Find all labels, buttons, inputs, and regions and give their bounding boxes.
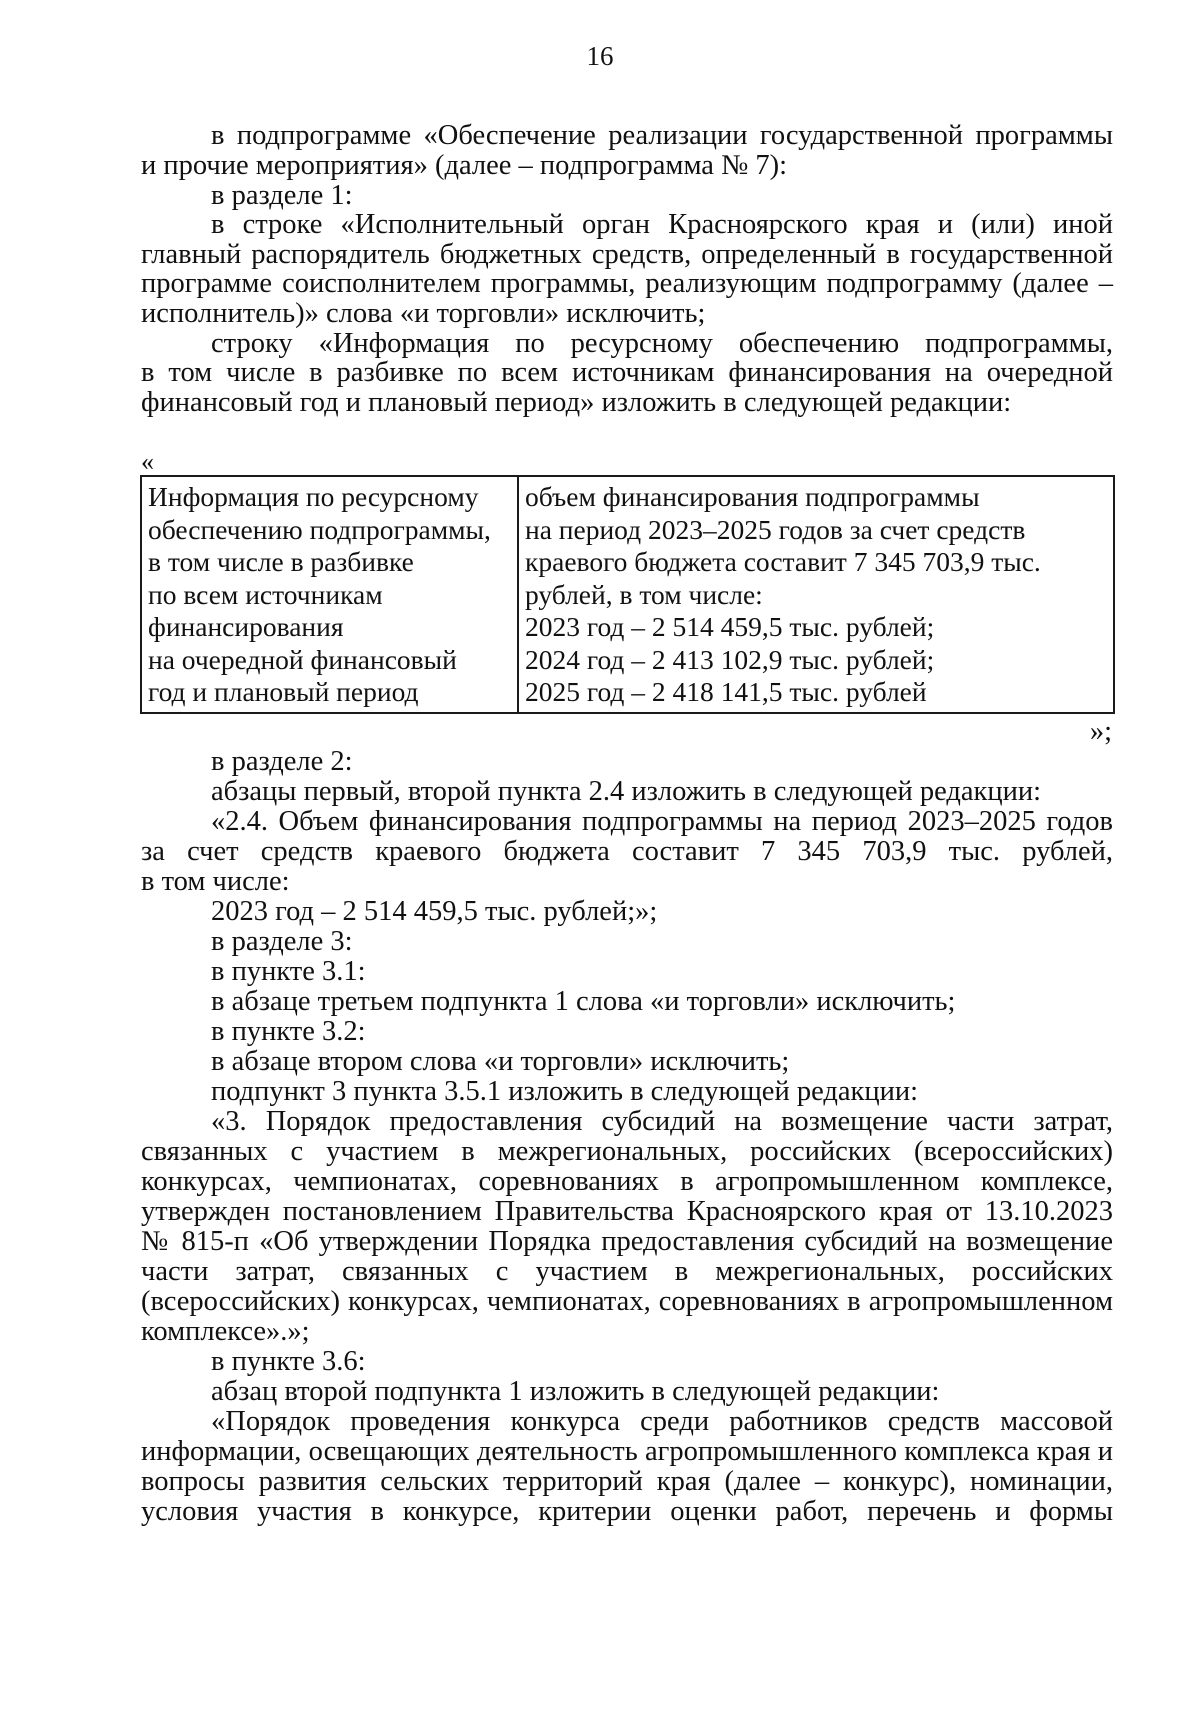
cell-line: обеспечению подпрограммы, xyxy=(148,513,491,545)
cell-line: на период 2023–2025 годов за счет средств xyxy=(525,513,1026,545)
section-heading: в разделе 1: xyxy=(211,180,353,211)
body-line: в строке «Исполнительный орган Красноярского края и (или) иной xyxy=(211,209,1113,240)
body-line: финансовый год и плановый период» изложить в следующей редакции: xyxy=(141,387,1012,418)
body-line: за счет средств краевого бюджета составит 7 345 703,9 тыс. рублей, xyxy=(141,836,1113,867)
body-line: условия участия в конкурсе, критерии оценки работ, перечень и формы xyxy=(141,1496,1113,1527)
body-line: «2.4. Объем финансирования подпрограммы на период 2023–2025 годов xyxy=(211,806,1113,837)
cell-line: рублей, в том числе: xyxy=(525,578,763,610)
cell-line: год и плановый период xyxy=(148,676,419,707)
body-line: в том числе в разбивке по всем источникам финансирования на очередной xyxy=(141,357,1113,388)
body-line: вопросы развития сельских территорий края (далее – конкурс), номинации, xyxy=(141,1466,1113,1497)
body-line: конкурсах, чемпионатах, соревнованиях в агропромышленном комплексе, xyxy=(141,1166,1113,1197)
cell-line: 2024 год – 2 413 102,9 тыс. рублей; xyxy=(525,643,935,675)
body-line: части затрат, связанных с участием в межрегиональных, российских xyxy=(141,1256,1113,1287)
body-line: в абзаце втором слова «и торговли» исключить; xyxy=(211,1046,790,1077)
body-line: главный распорядитель бюджетных средств, определенный в государственной xyxy=(141,239,1113,270)
table-cell-label xyxy=(141,476,518,713)
section-heading: в разделе 3: xyxy=(211,926,353,957)
table-row xyxy=(141,476,1114,713)
close-quote: »; xyxy=(1089,716,1112,747)
body-line: исполнитель)» слова «и торговли» исключить; xyxy=(141,298,706,329)
cell-line: на очередной финансовый xyxy=(148,643,457,675)
body-line: в подпрограмме «Обеспечение реализации государственной программы xyxy=(211,120,1113,151)
body-line: «Порядок проведения конкурса среди работников средств массовой xyxy=(211,1406,1113,1437)
body-line: программе соисполнителем программы, реализующим подпрограмму (далее – xyxy=(141,268,1113,299)
open-quote: « xyxy=(141,447,154,476)
cell-line: в том числе в разбивке xyxy=(148,546,414,577)
body-line: в пункте 3.6: xyxy=(211,1346,366,1377)
body-line: «3. Порядок предоставления субсидий на возмещение части затрат, xyxy=(211,1106,1113,1137)
body-line: абзацы первый, второй пункта 2.4 изложить в следующей редакции: xyxy=(211,776,1042,807)
cell-line: 2025 год – 2 418 141,5 тыс. рублей xyxy=(525,676,927,707)
body-line: в том числе: xyxy=(141,866,290,897)
funding-table xyxy=(140,475,1115,714)
table-cell-value xyxy=(518,476,1114,713)
cell-line: краевого бюджета составит 7 345 703,9 тыс. xyxy=(525,546,1041,577)
page-number: 16 xyxy=(586,41,614,71)
body-line: утвержден постановлением Правительства Красноярского края от 13.10.2023 xyxy=(141,1196,1113,1227)
body-line: комплексе».»; xyxy=(141,1316,310,1347)
cell-line: по всем источникам xyxy=(148,578,383,610)
cell-line: Информация по ресурсному xyxy=(148,481,479,512)
cell-line: 2023 год – 2 514 459,5 тыс. рублей; xyxy=(525,611,935,642)
body-line: строку «Информация по ресурсному обеспечению подпрограммы, xyxy=(211,328,1113,359)
body-line: информации, освещающих деятельность агропромышленного комплекса края и xyxy=(141,1436,1113,1467)
body-line: 2023 год – 2 514 459,5 тыс. рублей;»; xyxy=(211,896,658,927)
body-line: № 815-п «Об утверждении Порядка предоставления субсидий на возмещение xyxy=(141,1226,1113,1257)
body-line: абзац второй подпункта 1 изложить в следующей редакции: xyxy=(211,1376,940,1407)
body-line: подпункт 3 пункта 3.5.1 изложить в следующей редакции: xyxy=(211,1076,919,1107)
body-line: (всероссийских) конкурсах, чемпионатах, соревнованиях в агропромышленном xyxy=(141,1286,1113,1317)
body-line: в пункте 3.1: xyxy=(211,956,366,987)
body-line: в абзаце третьем подпункта 1 слова «и торговли» исключить; xyxy=(211,986,956,1017)
cell-line: объем финансирования подпрограммы xyxy=(525,481,980,512)
body-line: связанных с участием в межрегиональных, российских (всероссийских) xyxy=(141,1136,1113,1167)
body-line: в пункте 3.2: xyxy=(211,1016,366,1047)
cell-line: финансирования xyxy=(148,611,344,642)
section-heading: в разделе 2: xyxy=(211,746,353,777)
body-line: и прочие мероприятия» (далее – подпрограмма № 7): xyxy=(141,150,788,181)
